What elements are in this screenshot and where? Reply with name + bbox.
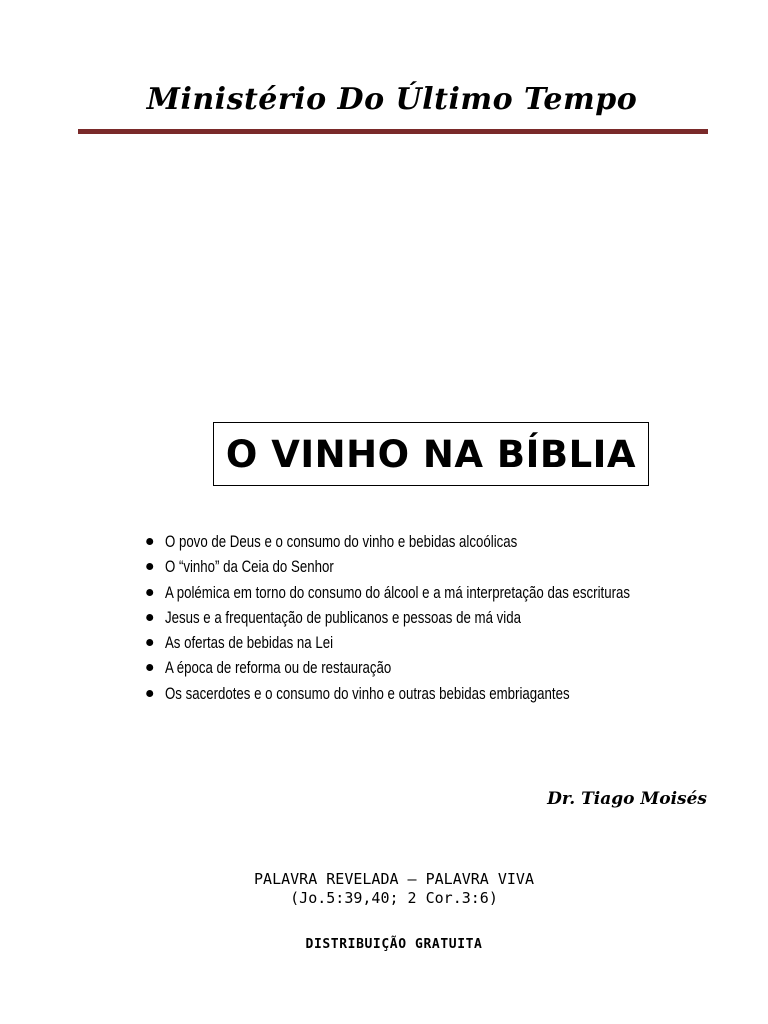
footer-reference: (Jo.5:39,40; 2 Cor.3:6)	[290, 889, 498, 907]
author-signature: Dr. Tiago Moisés	[547, 789, 707, 809]
topic-text: O povo de Deus e o consumo do vinho e bebidas alcoólicas	[164, 532, 518, 551]
list-item	[147, 529, 630, 554]
list-item	[147, 580, 630, 605]
topic-list	[147, 529, 766, 706]
ministry-title: Ministério Do Último Tempo	[146, 82, 638, 117]
list-item	[147, 554, 630, 579]
document-title-box	[213, 422, 649, 486]
distribution-note: DISTRIBUIÇÃO GRATUITA	[305, 937, 483, 952]
document-title: O VINHO NA BÍBLIA	[225, 432, 637, 476]
footer-motto: PALAVRA REVELADA – PALAVRA VIVA	[254, 870, 534, 888]
bullet-icon	[146, 614, 153, 621]
topic-text: A polémica em torno do consumo do álcool e a má interpretação das escrituras	[164, 582, 631, 602]
topic-text: O “vinho” da Ceia do Senhor	[164, 557, 334, 577]
list-item	[147, 681, 630, 706]
bullet-icon	[146, 690, 153, 697]
bullet-icon	[146, 563, 153, 570]
bullet-icon	[146, 589, 153, 596]
bullet-icon	[146, 664, 153, 671]
topic-text: As ofertas de bebidas na Lei	[164, 633, 334, 653]
topic-text: Os sacerdotes e o consumo do vinho e outras bebidas embriagantes	[164, 683, 570, 703]
bullet-icon	[146, 538, 153, 545]
bullet-icon	[146, 639, 153, 646]
list-item	[147, 630, 630, 655]
list-item	[147, 655, 630, 680]
topic-text: A época de reforma ou de restauração	[164, 658, 392, 678]
header-divider	[78, 129, 708, 134]
list-item	[147, 605, 630, 630]
topic-text: Jesus e a frequentação de publicanos e pessoas de má vida	[164, 607, 521, 627]
